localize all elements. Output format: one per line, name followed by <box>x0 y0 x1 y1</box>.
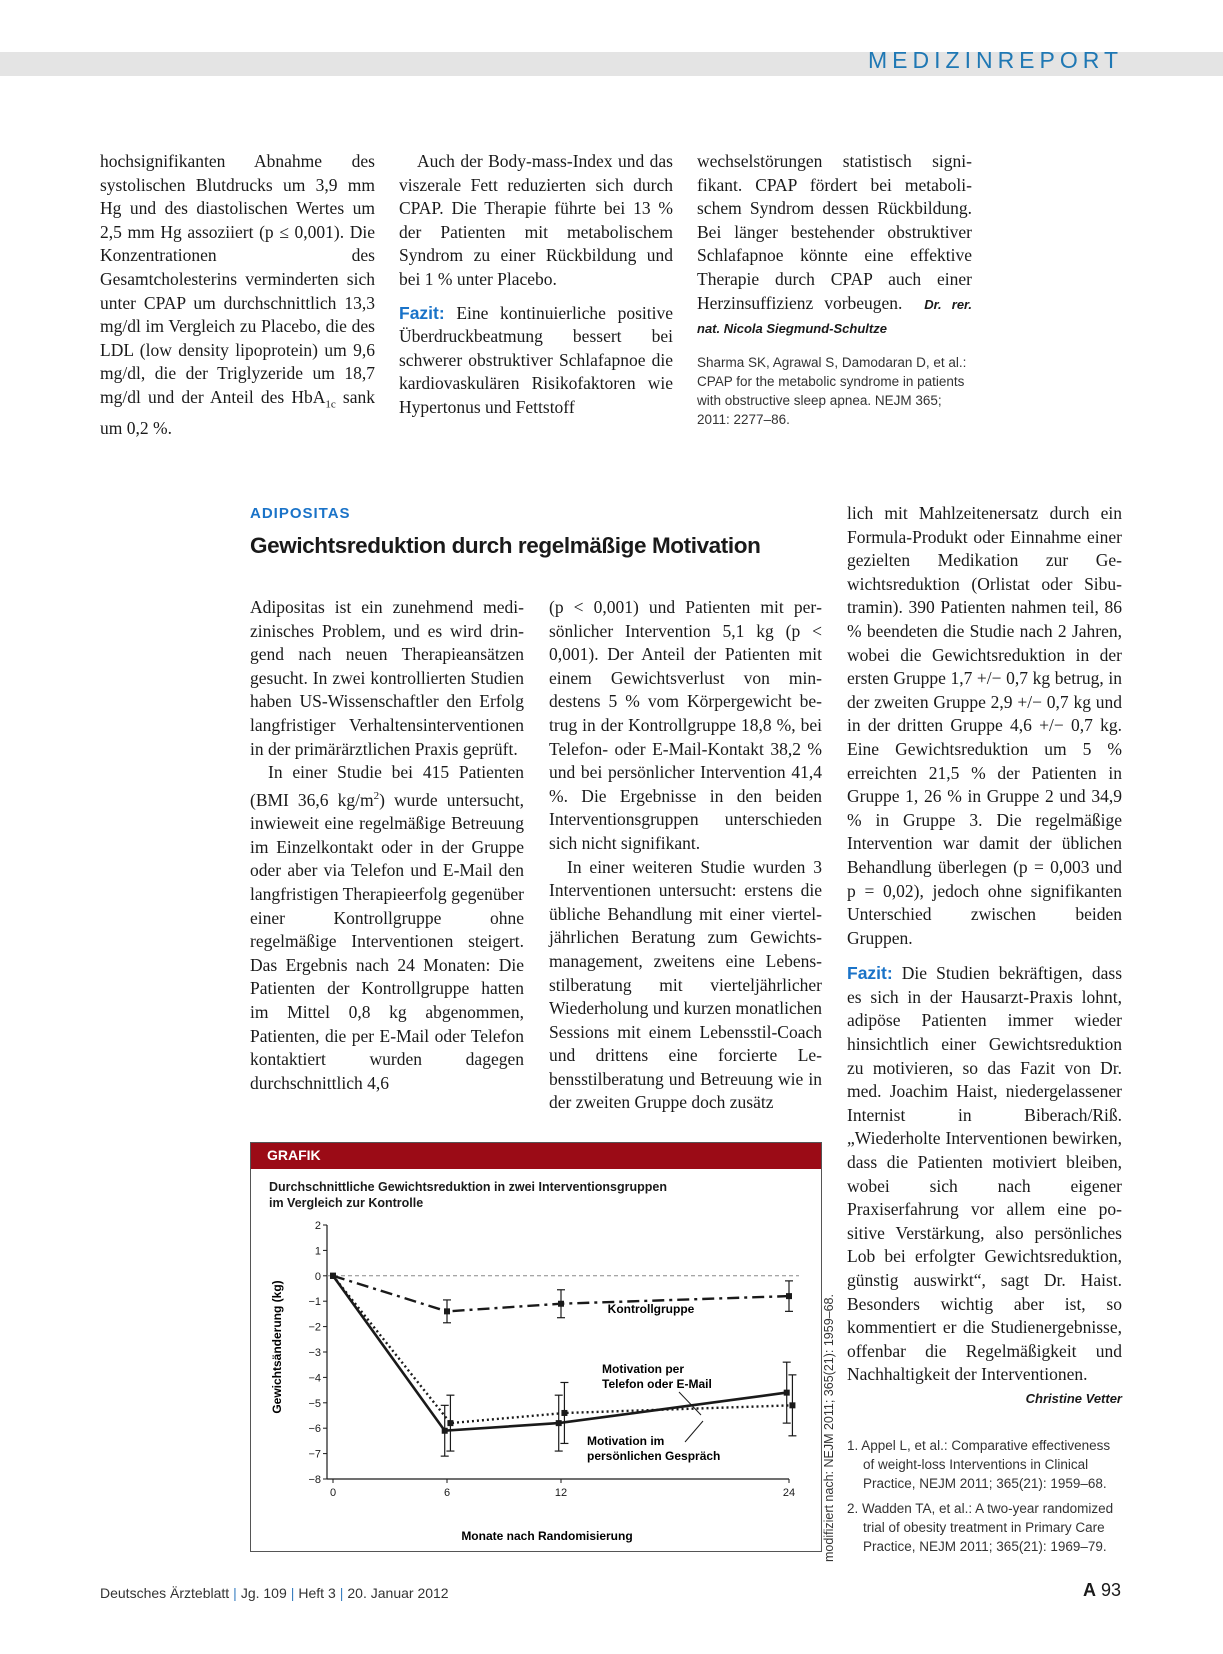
label-pointer-person <box>685 1421 703 1442</box>
article2-col2-p1: (p < 0,001) und Patienten mit persönlicher Intervention 5,1 kg (p < 0,001). Der Anteil der Patienten mit einem Gewichtsverlust von mindestens 5 % vom Körpergewicht betrug in der Kontrollgruppe 18,8 %, bei Telefon- oder E-Mail-Kontakt 38,2 % und bei persönlicher Intervention 41,4 %. Die Ergebnisse in den beiden Interventionsgruppen unterschieden sich nicht signifikant. <box>549 597 822 853</box>
reference-item: 2. Wadden TA, et al.: A two-year randomized trial of obesity treatment in Primary Care Practice, NEJM 2011; 365(21): 1969–79. <box>847 1501 1114 1554</box>
x-tick-label: 0 <box>329 1487 337 1499</box>
x-axis-label: Monate nach Randomisierung <box>461 1529 633 1543</box>
data-point <box>442 1428 448 1434</box>
data-point <box>444 1308 450 1314</box>
section-header: MEDIZINREPORT <box>868 47 1123 73</box>
article1-citation: Sharma SK, Agrawal S, Damodaran D, et al.: CPAP for the metabolic syndrome in patients with obstructive sleep apnea. NEJM 365; 2011: 2277–86. <box>697 354 967 427</box>
y-tick-label: 0 <box>314 1270 321 1283</box>
reference-list <box>847 1436 1117 1562</box>
y-tick-label: −4 <box>308 1372 321 1385</box>
journal-issue: Heft 3 <box>298 1585 336 1601</box>
x-tick-label: 24 <box>782 1487 796 1499</box>
fazit-label: Fazit: <box>399 302 445 323</box>
article2-headline: Gewichtsreduktion durch regelmäßige Motivation <box>250 533 761 558</box>
series-line <box>333 1276 787 1431</box>
series-label-person-line1: Motivation im <box>587 1434 665 1448</box>
figure-box <box>250 1142 822 1552</box>
article2-col1-p2a: In einer Studie bei 415 Patienten (BMI 36,6 kg/m <box>250 762 524 810</box>
series-label-person-line2: persönlichen Gespräch <box>587 1449 721 1463</box>
data-point <box>789 1402 795 1408</box>
y-tick-label: −8 <box>308 1474 321 1486</box>
article1-column-1 <box>100 150 375 441</box>
article2-kicker: ADIPOSITAS <box>250 505 351 522</box>
article2-col1-p2b: ) wurde untersucht, inwieweit eine regelmäßige Betreuung im Einzelkontakt oder in der Gruppe oder aber via Telefon und E-Mail den langfristigen Therapieerfolg gegenüber einer Kontrollgruppe ohne regelmäßige Interventionen steigert. Das Ergebnis nach 24 Monaten: Die Patienten der Kontrollgruppe hatten im Mittel 0,8 kg abgenommen, Patienten, die per E-Mail oder Telefon kontaktiert wurden dagegen durchschnittlich 4,6 <box>250 789 524 1093</box>
article2-fazit-text: Die Studien bekräftigen, dass es sich in der Hausarzt-Praxis lohnt, adipöse Patienten immer wieder hinsichtlich einer Gewichtsreduktion zu motivieren, so das Fazit von Dr. med. Joachim Haist, niedergelassener Internist in Biberach/Riß. „Wiederholte Interventionen bewirken, dass die Patienten motiviert bleiben, wobei sich nach eigener Praxiserfahrung vor allem eine positive Verstärkung, also persönliches Lob bei erfolgter Gewichtsreduktion, günstig auswirkt“, sagt Dr. Haist. Besonders wichtig aber ist, so kommentiert er die Studienergebnisse, offenbar die Regelmäßigkeit und Nachhaltigkeit der Interventionen. <box>847 963 1122 1385</box>
reference-item: 1. Appel L, et al.: Comparative effectiveness of weight-loss Interventions in Clinical Practice, NEJM 2011; 365(21): 1959–68. <box>847 1438 1111 1491</box>
article2-column-1 <box>250 596 524 1095</box>
article1-col3-text: wechselstörungen statistisch signifikant. CPAP fördert bei metabolischem Syndrom dessen Rückbildung. Bei länger bestehender obstruktiver Schlafapnoe könnte eine effektive Therapie durch CPAP auch einer Herzinsuffizienz vorbeugen. <box>697 151 972 313</box>
line-chart <box>251 1209 821 1549</box>
article2-col2-p2: In einer weiteren Studie wurden 3 Interventionen untersucht: erstens die übliche Behandlung mit einer vierteljährlichen Beratung zum Gewichtsmanagement, zweitens eine Lebensstilberatung mit vierteljährlicher Wiederholung und kurzen monatlichen Sessions mit einem Lebensstil-Coach und drittens eine forcierte Lebensstilberatung und Betreuung wie in der zweiten Gruppe doch zusätz <box>549 856 822 1113</box>
y-tick-label: −6 <box>308 1423 321 1436</box>
data-point <box>330 1273 336 1279</box>
data-point <box>558 1301 564 1307</box>
y-tick-label: −3 <box>308 1347 321 1359</box>
article1-author: Dr. rer. nat. Nicola Siegmund-Schultze <box>697 296 972 337</box>
journal-volume: Jg. 109 <box>240 1585 287 1601</box>
article2-author: Christine Vetter <box>1025 1390 1122 1406</box>
page-number-value: 93 <box>1100 1580 1121 1600</box>
y-tick-label: −2 <box>308 1321 321 1334</box>
y-tick-label: 2 <box>314 1220 321 1232</box>
page-prefix: A <box>1082 1580 1096 1600</box>
article2-col1-p1: Adipositas ist ein zunehmend medizinisches Problem, und es wird dringend nach neuen Therapieansätzen gesucht. In zwei kontrollierten Studien haben US-Wissenschaftler den Erfolg langfristiger Verhaltensinterventionen in der primärärztlichen Praxis geprüft. <box>250 597 524 759</box>
figure-label-bar: GRAFIK <box>251 1143 821 1169</box>
y-tick-label: 1 <box>314 1245 321 1258</box>
x-tick-label: 6 <box>443 1487 451 1499</box>
article1-column-2 <box>399 150 673 420</box>
footer: Deutsches Ärzteblatt | Jg. 109 | Heft 3 | 20. Januar 2012 <box>100 1585 449 1601</box>
article1-col2-paragraph: Auch der Body-mass-Index und das viszerale Fett reduzierten sich durch CPAP. Die Therapie führte bei 13 % der Patienten mit metabolischem Syndrom zu einer Rückbildung und bei 1 % unter Placebo. <box>399 151 673 289</box>
article1-col1-end: sank um 0,2 %. <box>100 386 376 439</box>
figure-source-container <box>822 1292 842 1562</box>
y-tick-label: −1 <box>308 1296 321 1309</box>
y-tick-label: −5 <box>308 1397 321 1410</box>
y-tick-label: −7 <box>308 1448 321 1461</box>
journal-name: Deutsches Ärzteblatt <box>100 1585 230 1601</box>
fazit-label-2: Fazit: <box>847 963 893 984</box>
x-tick-label: 12 <box>554 1487 568 1499</box>
figure-title-line1: Durchschnittliche Gewichtsreduktion in zwei Interventionsgruppen <box>269 1180 667 1194</box>
series-label-control: Kontrollgruppe <box>607 1302 695 1316</box>
m2-superscript: 2 <box>373 789 380 802</box>
figure-source: modifiziert nach: NEJM 2011; 365(21): 1959–68. <box>822 1294 836 1562</box>
y-axis-label: Gewichtsänderung (kg) <box>270 1280 284 1414</box>
data-point <box>556 1420 562 1426</box>
series-label-phone-line1: Motivation per <box>602 1362 685 1376</box>
data-point <box>786 1293 792 1299</box>
article1-col1-text: hochsignifikanten Abnahme des systolischen Blutdrucks um 3,9 mm Hg und des diastolischen Wertes um 2,5 mm Hg assoziiert (p ≤ 0,001). Die Konzentrationen des Gesamtcholesterins verminderten sich unter CPAP um durchschnittlich 13,3 mg/dl im Vergleich zu Placebo, die des LDL (low density lipoprotein) um 9,6 mg/dl, die der Triglyzeride um 18,7 mg/dl und der Anteil des HbA <box>100 151 375 407</box>
article1-fazit-text: Eine kontinuierliche positive Überdruckbeatmung bessert bei schwerer obstruktiver Schlafapnoe die kardiovaskulären Risikofaktoren wie Hypertonus und Fettstoff <box>399 302 673 417</box>
hba1c-subscript: 1c <box>325 398 336 411</box>
article2-col3-p1: lich mit Mahlzeitenersatz durch ein Formula-Produkt oder Einnahme einer gezielten Medikation zur Gewichtsreduktion (Orlistat oder Sibutramin). 390 Patienten nahmen teil, 86 % beendeten die Studie nach 2 Jahren, wobei die Gewichtsreduktion in der ersten Gruppe 1,7 +/− 0,7 kg betrug, in der zweiten Gruppe 2,9 +/− 0,7 kg und in der dritten Gruppe 4,6 +/− 0,7 kg. Eine Gewichtsreduktion um 5 % erreichten 21,5 % der Patienten in Gruppe 1, 26 % in Gruppe 2 und 34,9 % in Gruppe 3. Die regelmäßige Intervention war damit der üblichen Behandlung überlegen (p = 0,003 und p = 0,02), jedoch ohne signifikanten Unterschied zwischen beiden Gruppen. <box>847 503 1122 948</box>
data-point <box>447 1420 453 1426</box>
figure-title-line2: im Vergleich zur Kontrolle <box>269 1196 424 1210</box>
series-label-phone-line2: Telefon oder E-Mail <box>602 1377 712 1391</box>
article1-column-3 <box>697 150 972 429</box>
journal-date: 20. Januar 2012 <box>347 1585 449 1601</box>
page-number <box>1083 1580 1121 1601</box>
article2-column-3 <box>847 502 1122 1411</box>
data-point <box>561 1410 567 1416</box>
data-point <box>784 1390 790 1396</box>
article2-column-2 <box>549 596 822 1115</box>
